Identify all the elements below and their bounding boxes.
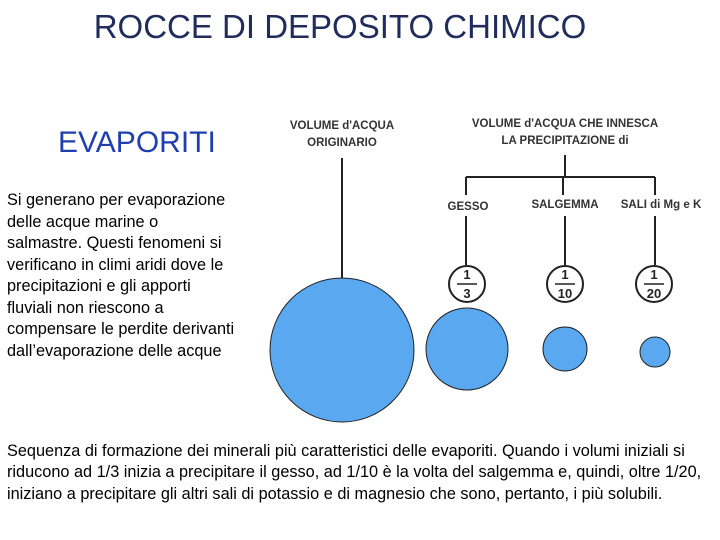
mineral-label-salgemma: SALGEMMA	[531, 199, 599, 211]
caption-text: Sequenza di formazione dei minerali più caratteristici delle evaporiti. Quando i volumi iniziali si riducono ad 1/3 inizia a precipitare il gesso, ad 1/10 è la volta del salgemma e, quindi, oltre 1/20, iniziano a precipitare gli altri sali di potassio e di magnesio che sono, pertanto, i più solubili.	[7, 442, 702, 503]
fraction-badge-salgemma	[547, 266, 583, 302]
trigger-volume-label-line2: LA PRECIPITAZIONE di	[501, 135, 629, 147]
fraction-numerator-gesso: 1	[463, 267, 471, 282]
original-volume-circle	[270, 278, 414, 422]
original-volume-label-line1: VOLUME d'ACQUA	[289, 120, 395, 132]
fraction-denominator-salgemma: 10	[557, 286, 573, 301]
section-subtitle: EVAPORITI	[58, 126, 216, 159]
salgemma-volume-circle	[543, 327, 587, 371]
trigger-volume-label-line1: VOLUME d'ACQUA CHE INNESCA	[471, 118, 659, 130]
mineral-label-gesso: GESSO	[447, 201, 489, 213]
sali-volume-circle	[640, 337, 670, 367]
gesso-volume-circle	[426, 308, 508, 390]
description-text: Si generano per evaporazione delle acque marine o salmastre. Questi fenomeni si verificano in climi aridi dove le precipitazioni e gli apporti fluviali non riescono a compensare le perdite derivanti dall’evaporazione delle acque	[7, 191, 235, 360]
page-title: ROCCE DI DEPOSITO CHIMICO	[93, 8, 587, 45]
mineral-label-sali: SALI di Mg e K	[620, 199, 702, 211]
fraction-numerator-sali: 1	[650, 267, 658, 282]
fraction-numerator-salgemma: 1	[561, 267, 569, 282]
fraction-denominator-sali: 20	[646, 286, 662, 301]
fraction-badge-gesso	[449, 266, 485, 302]
original-volume-label-line2: ORIGINARIO	[307, 137, 377, 149]
fraction-denominator-gesso: 3	[463, 286, 471, 301]
fraction-badge-sali	[636, 266, 672, 302]
